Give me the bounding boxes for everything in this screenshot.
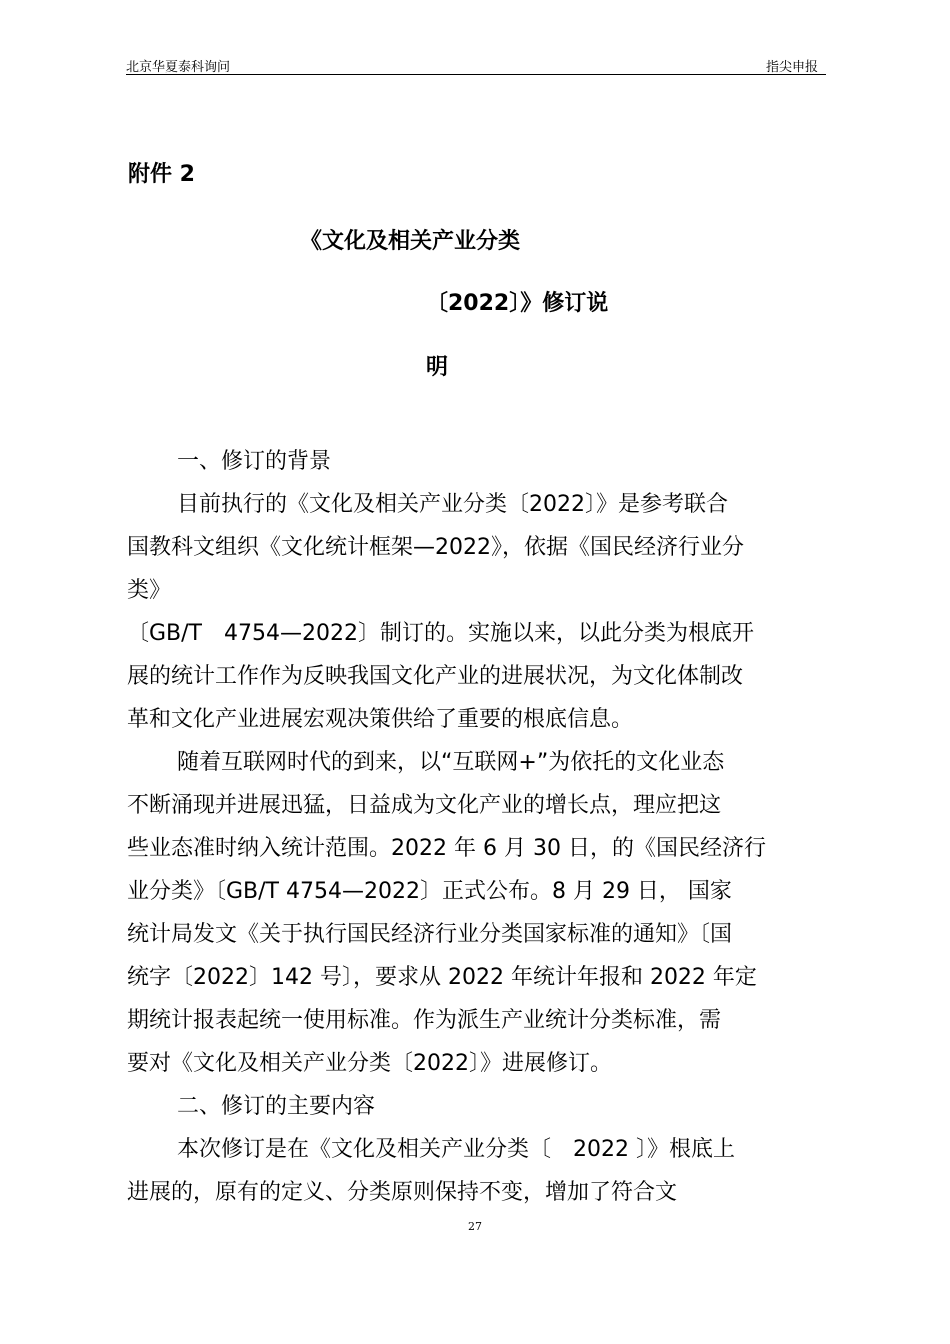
body-line: 展的统计工作作为反映我国文化产业的进展状况，为文化体制改 <box>127 664 744 689</box>
page-number: 27 <box>468 1220 482 1233</box>
body-line: 些业态准时纳入统计范围。2022 年 6 月 30 日，的《国民经济行 <box>127 836 766 861</box>
body-line: 统字〔2022〕142 号〕，要求从 2022 年统计年报和 2022 年定 <box>127 965 757 990</box>
body-line: 目前执行的《文化及相关产业分类〔2022〕》是参考联合 <box>177 492 728 517</box>
page-header <box>126 54 826 75</box>
body-line: 〔GB/T 4754—2022〕制订的。实施以来，以此分类为根底开 <box>127 621 754 646</box>
body-line: 统计局发文《关于执行国民经济行业分类国家标准的通知》〔国 <box>127 922 733 947</box>
body-line: 业分类》〔GB/T 4754—2022〕正式公布。8 月 29 日， 国家 <box>127 879 732 904</box>
body-text <box>127 440 837 1214</box>
body-line: 进展的，原有的定义、分类原则保持不变，增加了符合文 <box>127 1180 678 1205</box>
header-title: 指尖申报 <box>765 60 818 75</box>
doc-title-line-2: 〔2022〕》修订说 <box>426 291 609 316</box>
body-line: 革和文化产业进展宏观决策供给了重要的根底信息。 <box>127 707 634 732</box>
body-line: 国教科文组织《文化统计框架—2022》，依据《国民经济行业分 <box>127 535 744 560</box>
header-org: 北京华夏泰科询问 <box>126 60 231 75</box>
body-line: 期统计报表起统一使用标准。作为派生产业统计分类标准，需 <box>127 1008 722 1033</box>
body-line: 类》 <box>127 578 172 603</box>
doc-title-line-1: 《文化及相关产业分类 <box>300 229 521 254</box>
body-line: 一、修订的背景 <box>177 449 332 474</box>
body-line: 要对《文化及相关产业分类〔2022〕》进展修订。 <box>127 1051 612 1076</box>
body-line: 二、修订的主要内容 <box>177 1094 376 1119</box>
body-line: 随着互联网时代的到来，以“互联网+”为依托的文化业态 <box>177 750 725 775</box>
body-line: 不断涌现并进展迅猛，日益成为文化产业的增长点，理应把这 <box>127 793 722 818</box>
doc-title-line-3: 明 <box>426 355 449 380</box>
body-line: 本次修订是在《文化及相关产业分类〔 2022 〕》根底上 <box>177 1137 735 1162</box>
annex-label: 附件 2 <box>128 162 195 187</box>
